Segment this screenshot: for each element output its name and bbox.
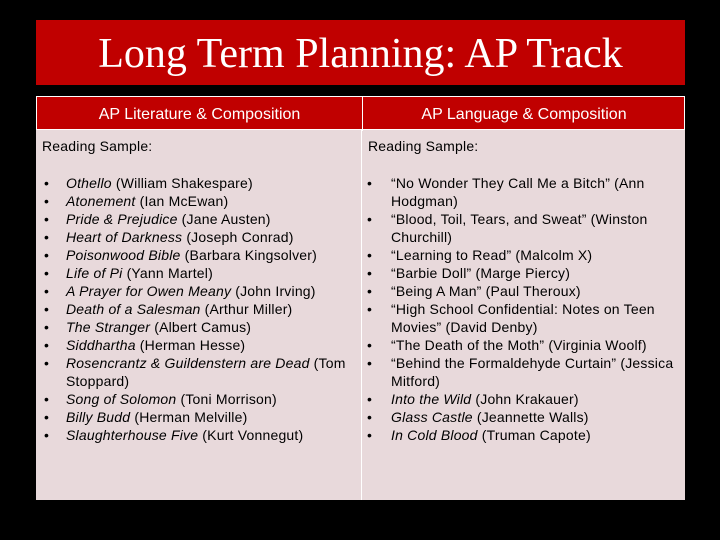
bullet-icon: • <box>367 355 373 371</box>
work-title: Life of Pi <box>66 265 123 281</box>
list-item <box>36 354 361 390</box>
slide-title: Long Term Planning: AP Track <box>98 31 623 77</box>
work-title: Pride & Prejudice <box>66 211 178 227</box>
work-author: “Being A Man” (Paul Theroux) <box>391 283 581 299</box>
work-author: (Albert Camus) <box>150 319 252 335</box>
title-bar <box>36 20 685 85</box>
work-title: Atonement <box>66 193 136 209</box>
work-title: Glass Castle <box>391 409 473 425</box>
list-item <box>36 408 361 426</box>
list-item <box>362 210 686 246</box>
list-item <box>36 282 361 300</box>
bullet-icon: • <box>367 427 373 443</box>
bullet-icon: • <box>367 265 373 281</box>
list-item <box>362 282 686 300</box>
work-title: Into the Wild <box>391 391 472 407</box>
bullet-icon: • <box>44 319 50 335</box>
bullet-icon: • <box>44 247 50 263</box>
bullet-icon: • <box>44 391 50 407</box>
work-author: “High School Confidential: Notes on Teen Movies” (David Denby) <box>391 301 655 335</box>
list-item <box>36 318 361 336</box>
bullet-icon: • <box>44 427 50 443</box>
work-author: “Blood, Toil, Tears, and Sweat” (Winston Churchill) <box>391 211 648 245</box>
list-item <box>36 336 361 354</box>
work-author: “Behind the Formaldehyde Curtain” (Jessica Mitford) <box>391 355 674 389</box>
work-title: Death of a Salesman <box>66 301 201 317</box>
work-title: Song of Solomon <box>66 391 177 407</box>
work-author: (Toni Morrison) <box>176 391 277 407</box>
work-author: (Ian McEwan) <box>135 193 229 209</box>
list-item <box>362 300 686 336</box>
work-author: (Jane Austen) <box>177 211 271 227</box>
list-item <box>36 300 361 318</box>
list-item <box>36 426 361 444</box>
bullet-icon: • <box>367 391 373 407</box>
list-item <box>362 336 686 354</box>
list-item <box>36 210 361 228</box>
work-author: (Kurt Vonnegut) <box>198 427 304 443</box>
reading-list-literature <box>36 174 361 444</box>
list-item <box>362 264 686 282</box>
work-author: (John Irving) <box>231 283 316 299</box>
list-item <box>36 192 361 210</box>
bullet-icon: • <box>44 265 50 281</box>
work-author: “Barbie Doll” (Marge Piercy) <box>391 265 571 281</box>
list-item <box>36 264 361 282</box>
work-author: (Truman Capote) <box>477 427 591 443</box>
work-author: “Learning to Read” (Malcolm X) <box>391 247 593 263</box>
bullet-icon: • <box>367 337 373 353</box>
bullet-icon: • <box>44 283 50 299</box>
bullet-icon: • <box>44 193 50 209</box>
bullet-icon: • <box>44 337 50 353</box>
work-author: (William Shakespare) <box>111 175 253 191</box>
bullet-icon: • <box>44 301 50 317</box>
work-title: Rosencrantz & Guildenstern are Dead <box>66 355 310 371</box>
list-item <box>362 426 686 444</box>
bullet-icon: • <box>44 175 50 191</box>
work-author: (John Krakauer) <box>471 391 579 407</box>
header-ap-language: AP Language & Composition <box>421 106 627 123</box>
work-author: (Tom Stoppard) <box>66 355 346 389</box>
bullet-icon: • <box>44 229 50 245</box>
work-author: (Barbara Kingsolver) <box>180 247 317 263</box>
work-author: “The Death of the Moth” (Virginia Woolf) <box>391 337 647 353</box>
work-title: Slaughterhouse Five <box>66 427 199 443</box>
work-title: Othello <box>66 175 112 191</box>
list-item <box>36 174 361 192</box>
list-item <box>362 354 686 390</box>
work-author: (Herman Hesse) <box>135 337 246 353</box>
work-title: The Stranger <box>66 319 151 335</box>
list-item <box>36 246 361 264</box>
column-ap-language <box>361 130 686 500</box>
list-item <box>36 390 361 408</box>
bullet-icon: • <box>367 175 373 191</box>
work-title: Billy Budd <box>66 409 131 425</box>
work-title: Siddhartha <box>66 337 136 353</box>
bullet-icon: • <box>367 409 373 425</box>
bullet-icon: • <box>44 355 50 371</box>
bullet-icon: • <box>44 409 50 425</box>
reading-table <box>36 96 685 500</box>
bullet-icon: • <box>367 301 373 317</box>
list-item <box>36 228 361 246</box>
reading-sample-label: Reading Sample: <box>42 138 153 154</box>
list-item <box>362 246 686 264</box>
work-title: Poisonwood Bible <box>66 247 181 263</box>
reading-sample-label: Reading Sample: <box>368 138 479 154</box>
reading-list-language <box>362 174 686 444</box>
work-author: (Yann Martel) <box>122 265 213 281</box>
work-author: (Arthur Miller) <box>200 301 293 317</box>
header-ap-literature: AP Literature & Composition <box>98 106 301 123</box>
work-title: Heart of Darkness <box>66 229 183 245</box>
work-title: In Cold Blood <box>391 427 478 443</box>
list-item <box>362 408 686 426</box>
list-item <box>362 390 686 408</box>
bullet-icon: • <box>367 247 373 263</box>
table-header <box>36 96 685 130</box>
bullet-icon: • <box>367 211 373 227</box>
bullet-icon: • <box>44 211 50 227</box>
work-title: A Prayer for Owen Meany <box>66 283 232 299</box>
work-author: (Joseph Conrad) <box>182 229 294 245</box>
bullet-icon: • <box>367 283 373 299</box>
work-author: (Jeannette Walls) <box>472 409 589 425</box>
work-author: (Herman Melville) <box>130 409 248 425</box>
column-ap-literature <box>36 130 361 500</box>
list-item <box>362 174 686 210</box>
work-author: “No Wonder They Call Me a Bitch” (Ann Hodgman) <box>391 175 645 209</box>
